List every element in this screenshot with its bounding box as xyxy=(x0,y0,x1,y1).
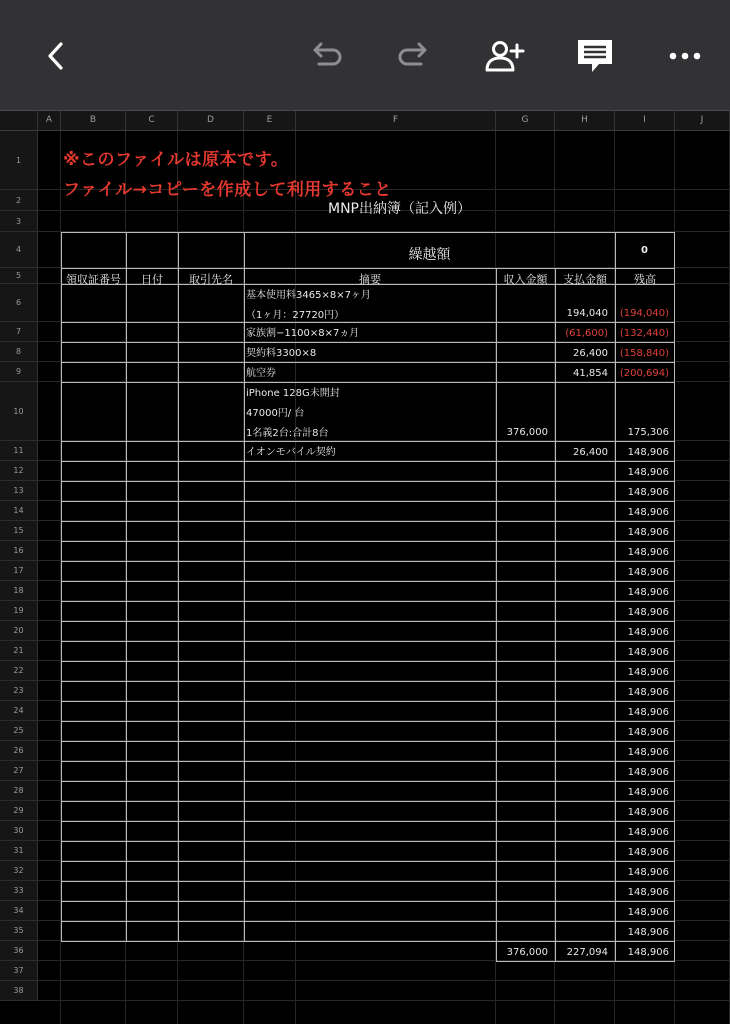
balance-cell[interactable]: 148,906 xyxy=(627,507,669,518)
table-border xyxy=(61,322,675,323)
row-header[interactable]: 14 xyxy=(0,501,38,521)
balance-cell[interactable]: 148,906 xyxy=(627,627,669,638)
entry-summary[interactable]: 家族割−1100×8×7ヵ月 xyxy=(246,328,360,339)
row-header[interactable]: 38 xyxy=(0,981,38,1001)
entry-balance[interactable]: (200,694) xyxy=(619,368,669,379)
row-header[interactable]: 15 xyxy=(0,521,38,541)
grid-line xyxy=(38,1000,730,1001)
table-border xyxy=(178,232,179,268)
carryover-value[interactable]: 0 xyxy=(641,245,648,256)
row-header[interactable]: 9 xyxy=(0,362,38,382)
row-header[interactable]: 10 xyxy=(0,382,38,441)
column-header[interactable]: C xyxy=(126,111,178,130)
notice-line-1: ※このファイルは原本です。 xyxy=(63,150,289,170)
balance-cell[interactable]: 148,906 xyxy=(627,787,669,798)
entry-summary[interactable]: iPhone 128G未開封 xyxy=(246,388,340,399)
row-header[interactable]: 30 xyxy=(0,821,38,841)
row-header[interactable]: 11 xyxy=(0,441,38,461)
entry-expense[interactable]: 26,400 xyxy=(573,348,608,359)
row-header[interactable]: 1 xyxy=(0,131,38,190)
balance-cell[interactable]: 148,906 xyxy=(627,907,669,918)
entry-summary[interactable]: 1名義2台:合計8台 xyxy=(246,428,329,439)
row-header[interactable]: 37 xyxy=(0,961,38,981)
table-border xyxy=(61,232,675,233)
entry-income[interactable]: 376,000 xyxy=(506,427,548,438)
column-header[interactable]: I xyxy=(615,111,675,130)
row-header[interactable]: 36 xyxy=(0,941,38,961)
entry-summary[interactable]: イオンモバイル契約 xyxy=(246,447,336,458)
table-border xyxy=(61,641,675,642)
balance-cell[interactable]: 148,906 xyxy=(627,847,669,858)
entry-balance[interactable]: (132,440) xyxy=(619,328,669,339)
row-header[interactable]: 22 xyxy=(0,661,38,681)
balance-cell[interactable]: 148,906 xyxy=(627,527,669,538)
table-border xyxy=(61,821,675,822)
row-header[interactable]: 17 xyxy=(0,561,38,581)
entry-summary[interactable]: 契約料3300×8 xyxy=(246,348,317,359)
carryover-label: 繰越額 xyxy=(408,247,451,263)
table-border xyxy=(61,701,675,702)
balance-cell[interactable]: 148,906 xyxy=(627,547,669,558)
balance-cell[interactable]: 148,906 xyxy=(627,807,669,818)
column-header[interactable]: B xyxy=(61,111,126,130)
entry-balance[interactable]: (194,040) xyxy=(619,308,669,319)
row-header[interactable]: 16 xyxy=(0,541,38,561)
balance-cell[interactable]: 148,906 xyxy=(627,567,669,578)
sheet-title: MNP出納簿（記入例） xyxy=(328,201,471,217)
table-border xyxy=(61,362,675,363)
table-border xyxy=(61,461,675,462)
column-header[interactable]: E xyxy=(244,111,296,130)
balance-cell[interactable]: 148,906 xyxy=(627,587,669,598)
row-header[interactable]: 31 xyxy=(0,841,38,861)
column-header[interactable]: H xyxy=(555,111,615,130)
entry-summary[interactable]: 航空券 xyxy=(246,368,276,379)
table-border xyxy=(61,581,675,582)
entry-summary[interactable]: （1ヶ月：27720円） xyxy=(246,310,345,321)
entry-expense[interactable]: 194,040 xyxy=(566,308,608,319)
balance-cell[interactable]: 148,906 xyxy=(627,927,669,938)
header-date: 日付 xyxy=(141,273,163,286)
row-header[interactable]: 6 xyxy=(0,284,38,322)
table-border xyxy=(674,941,675,961)
spreadsheet[interactable] xyxy=(0,111,730,1024)
table-border xyxy=(61,921,675,922)
entry-balance[interactable]: 175,306 xyxy=(627,427,669,438)
table-border xyxy=(61,741,675,742)
table-border xyxy=(674,232,675,268)
table-border xyxy=(61,661,675,662)
app-toolbar xyxy=(0,0,730,111)
entry-summary[interactable]: 基本使用料3465×8×7ヶ月 xyxy=(246,290,371,301)
table-border xyxy=(61,681,675,682)
row-header[interactable]: 12 xyxy=(0,461,38,481)
table-border xyxy=(61,901,675,902)
table-border xyxy=(61,841,675,842)
table-border xyxy=(126,232,127,268)
comment-icon[interactable] xyxy=(572,33,618,79)
entry-expense[interactable]: (61,600) xyxy=(565,328,608,339)
row-header[interactable]: 8 xyxy=(0,342,38,362)
column-header[interactable]: G xyxy=(496,111,555,130)
header-income: 収入金額 xyxy=(503,273,548,286)
table-border xyxy=(61,342,675,343)
balance-cell[interactable]: 148,906 xyxy=(627,747,669,758)
balance-cell[interactable]: 148,906 xyxy=(627,727,669,738)
table-border xyxy=(61,501,675,502)
balance-cell[interactable]: 148,906 xyxy=(627,867,669,878)
balance-cell[interactable]: 148,906 xyxy=(627,707,669,718)
balance-cell[interactable]: 148,906 xyxy=(627,647,669,658)
row-header[interactable]: 33 xyxy=(0,881,38,901)
table-border xyxy=(61,268,675,269)
entry-expense[interactable]: 26,400 xyxy=(573,447,608,458)
grid-line xyxy=(38,980,730,981)
notice-line-2: ファイル→コピーを作成して利用すること xyxy=(63,180,392,200)
row-header[interactable]: 32 xyxy=(0,861,38,881)
row-header[interactable]: 29 xyxy=(0,801,38,821)
row-header[interactable]: 35 xyxy=(0,921,38,941)
row-header[interactable]: 2 xyxy=(0,190,38,211)
row-header[interactable]: 21 xyxy=(0,641,38,661)
table-border xyxy=(61,781,675,782)
grid-line xyxy=(295,131,296,1024)
row-header[interactable]: 26 xyxy=(0,741,38,761)
table-border xyxy=(496,961,675,962)
table-border xyxy=(61,621,675,622)
row-header[interactable]: 19 xyxy=(0,601,38,621)
row-header[interactable]: 4 xyxy=(0,232,38,268)
total-expense[interactable]: 227,094 xyxy=(566,947,608,958)
row-header[interactable]: 24 xyxy=(0,701,38,721)
more-icon[interactable] xyxy=(662,33,708,79)
table-border xyxy=(61,601,675,602)
header-receipt-no: 領収証番号 xyxy=(66,273,121,286)
add-person-icon[interactable] xyxy=(482,33,528,79)
row-header[interactable]: 34 xyxy=(0,901,38,921)
balance-cell[interactable]: 148,906 xyxy=(627,887,669,898)
table-border xyxy=(61,861,675,862)
header-expense: 支払金額 xyxy=(563,273,607,286)
table-border xyxy=(61,941,675,942)
total-balance[interactable]: 148,906 xyxy=(627,947,669,958)
table-border xyxy=(61,481,675,482)
table-border xyxy=(61,721,675,722)
entry-balance[interactable]: 148,906 xyxy=(627,447,669,458)
column-header-bar xyxy=(0,111,730,131)
balance-cell[interactable]: 148,906 xyxy=(627,487,669,498)
entry-summary[interactable]: 47000円/ 台 xyxy=(246,408,305,419)
redo-icon[interactable] xyxy=(392,33,438,79)
balance-cell[interactable]: 148,906 xyxy=(627,607,669,618)
column-header[interactable]: D xyxy=(178,111,244,130)
table-border xyxy=(61,541,675,542)
row-header[interactable]: 3 xyxy=(0,211,38,232)
column-header[interactable]: J xyxy=(675,111,730,130)
balance-cell[interactable]: 148,906 xyxy=(627,767,669,778)
table-border xyxy=(61,801,675,802)
table-border xyxy=(61,382,675,383)
row-header[interactable]: 20 xyxy=(0,621,38,641)
table-border xyxy=(61,521,675,522)
row-header[interactable]: 23 xyxy=(0,681,38,701)
row-header[interactable]: 18 xyxy=(0,581,38,601)
header-balance: 残高 xyxy=(634,273,656,286)
header-partner: 取引先名 xyxy=(189,273,233,286)
total-income[interactable]: 376,000 xyxy=(506,947,548,958)
back-arrow-icon[interactable] xyxy=(33,33,79,79)
row-header[interactable]: 7 xyxy=(0,322,38,342)
balance-cell[interactable]: 148,906 xyxy=(627,687,669,698)
table-border xyxy=(61,561,675,562)
balance-cell[interactable]: 148,906 xyxy=(627,667,669,678)
row-header[interactable]: 5 xyxy=(0,268,38,284)
column-header[interactable]: A xyxy=(38,111,61,130)
corner-select-all[interactable] xyxy=(0,111,38,130)
entry-balance[interactable]: (158,840) xyxy=(619,348,669,359)
balance-cell[interactable]: 148,906 xyxy=(627,467,669,478)
column-header[interactable]: F xyxy=(296,111,496,130)
undo-icon[interactable] xyxy=(302,33,348,79)
row-header[interactable]: 28 xyxy=(0,781,38,801)
entry-expense[interactable]: 41,854 xyxy=(573,368,608,379)
table-border xyxy=(61,761,675,762)
row-header[interactable]: 25 xyxy=(0,721,38,741)
row-header[interactable]: 27 xyxy=(0,761,38,781)
table-border xyxy=(61,441,675,442)
table-border xyxy=(61,881,675,882)
row-header[interactable]: 13 xyxy=(0,481,38,501)
header-summary: 摘要 xyxy=(359,273,381,286)
balance-cell[interactable]: 148,906 xyxy=(627,827,669,838)
table-border xyxy=(61,232,62,268)
